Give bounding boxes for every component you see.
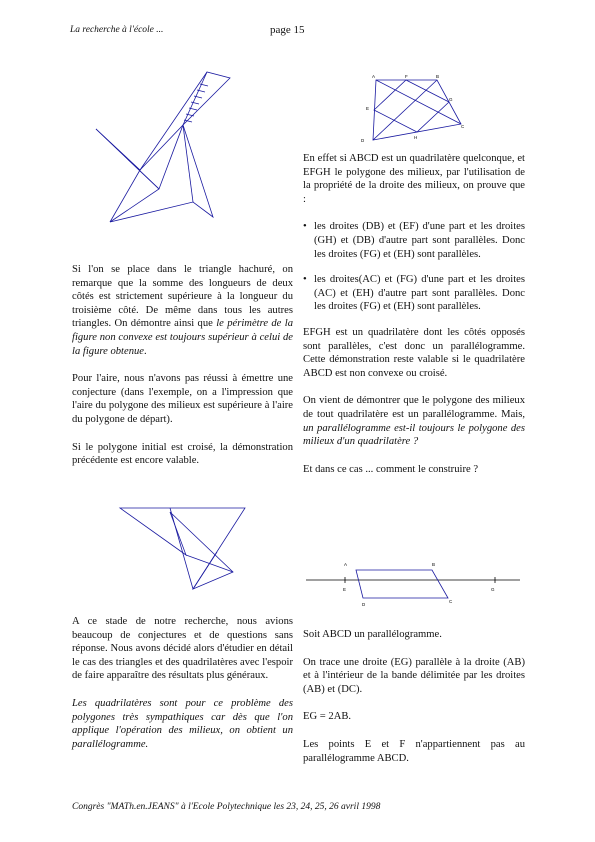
paragraph-soit: Soit ABCD un parallélogramme. — [303, 629, 442, 640]
label-e: E — [366, 106, 370, 111]
label-b: B — [432, 562, 436, 567]
label-d: D — [362, 602, 366, 607]
paragraph-parallelogram: EFGH est un quadrilatère dont les côtés opposés sont parallèles, c'est donc un parallélogramme. Cette démonstration reste valable si le quadrilatère ABCD est non convexe ou croisé. — [303, 326, 525, 379]
label-h: H — [414, 135, 418, 140]
label-c: C — [449, 599, 453, 604]
paragraph-trace: On trace une droite (EG) parallèle à la droite (AB) et à l'intérieur de la bande délimitée par les droites (AB) et (DC). — [303, 656, 525, 695]
running-header-title: La recherche à l'école ... — [70, 25, 164, 35]
bullet-item: • les droites(AC) et (FG) d'une part et les droites (AC) et (EH) d'autre part sont parallèles. Donc les droites (FG) et (EH) sont parallèles. — [314, 273, 525, 314]
paragraph-eg: EG = 2AB. — [303, 711, 352, 723]
label-d: D — [361, 138, 365, 143]
bullet-item: • les droites (DB) et (EF) d'une part et les droites (GH) et (DB) d'autre part sont parallèles. Donc les droites (FG) et (EH) sont parallèles. — [314, 220, 525, 261]
page-footer: Congrès "MATh.en.JEANS" à l'Ecole Polytechnique les 23, 24, 25, 26 avril 1998 — [72, 802, 381, 812]
label-f: F — [405, 74, 408, 79]
label-a: A — [344, 562, 348, 567]
paragraph-question: On vient de démontrer que le polygone des milieux de tout quadrilatère est un parallélogramme. Mais, un parallélogramme est-il toujours le polygone des milieux d'un quadrilatère ? — [303, 395, 525, 448]
paragraph-crossed: Si le polygone initial est croisé, la démonstration précédente est encore valable. — [72, 441, 293, 467]
right-block-2 — [303, 628, 525, 765]
left-block-2 — [72, 615, 293, 751]
left-block-1 — [72, 263, 293, 468]
paragraph-area: Pour l'aire, nous n'avons pas réussi à émettre une conjecture (dans l'exemple, on a l'impression que l'aire du polygone des milieux est supérieure à l'aire du polygone de départ). — [72, 373, 293, 425]
label-e: E — [343, 587, 347, 592]
paragraph-proof-intro: En effet si ABCD est un quadrilatère quelconque, et EFGH le polygone des milieux, par l'utilisation de la propriété de la droite des milieux, on prouve que : — [303, 153, 525, 205]
label-g: G — [449, 97, 453, 102]
paragraph-points: Les points E et F n'appartiennent pas au parallélogramme ABCD. — [303, 738, 525, 764]
paragraph-research-stage: A ce stade de notre recherche, nous avions beaucoup de conjectures et de questions sans réponse. Nous avons décidé alors d'étudier en détail le cas des triangles et des quadrilatères avec l'espoir de faire apparaître des résultats plus généraux. — [72, 616, 293, 682]
label-a: A — [372, 74, 376, 79]
right-block-1 — [303, 152, 525, 476]
page-number: page 15 — [270, 24, 305, 36]
paragraph-construct: Et dans ce cas ... comment le construire ? — [303, 463, 479, 475]
label-b: B — [436, 74, 440, 79]
paragraph-quadrilaterals: Les quadrilatères sont pour ce problème des polygones très sympathiques car dès que l'on applique l'opération des milieux, on obtient un parallélogramme. — [72, 697, 293, 750]
proof-bullet-list — [303, 220, 525, 314]
label-g: G — [491, 587, 495, 592]
label-c: C — [461, 124, 465, 129]
paragraph-perimeter: Si l'on se place dans le triangle hachuré, on remarque que la somme des longueurs de deux côtés est strictement supérieure à la longueur du troisième côté. De même dans tous les autres triangles. On démontre ainsi que le périmètre de la figure non convexe est toujours supérieur à celui de la figure obtenue. — [72, 264, 293, 357]
